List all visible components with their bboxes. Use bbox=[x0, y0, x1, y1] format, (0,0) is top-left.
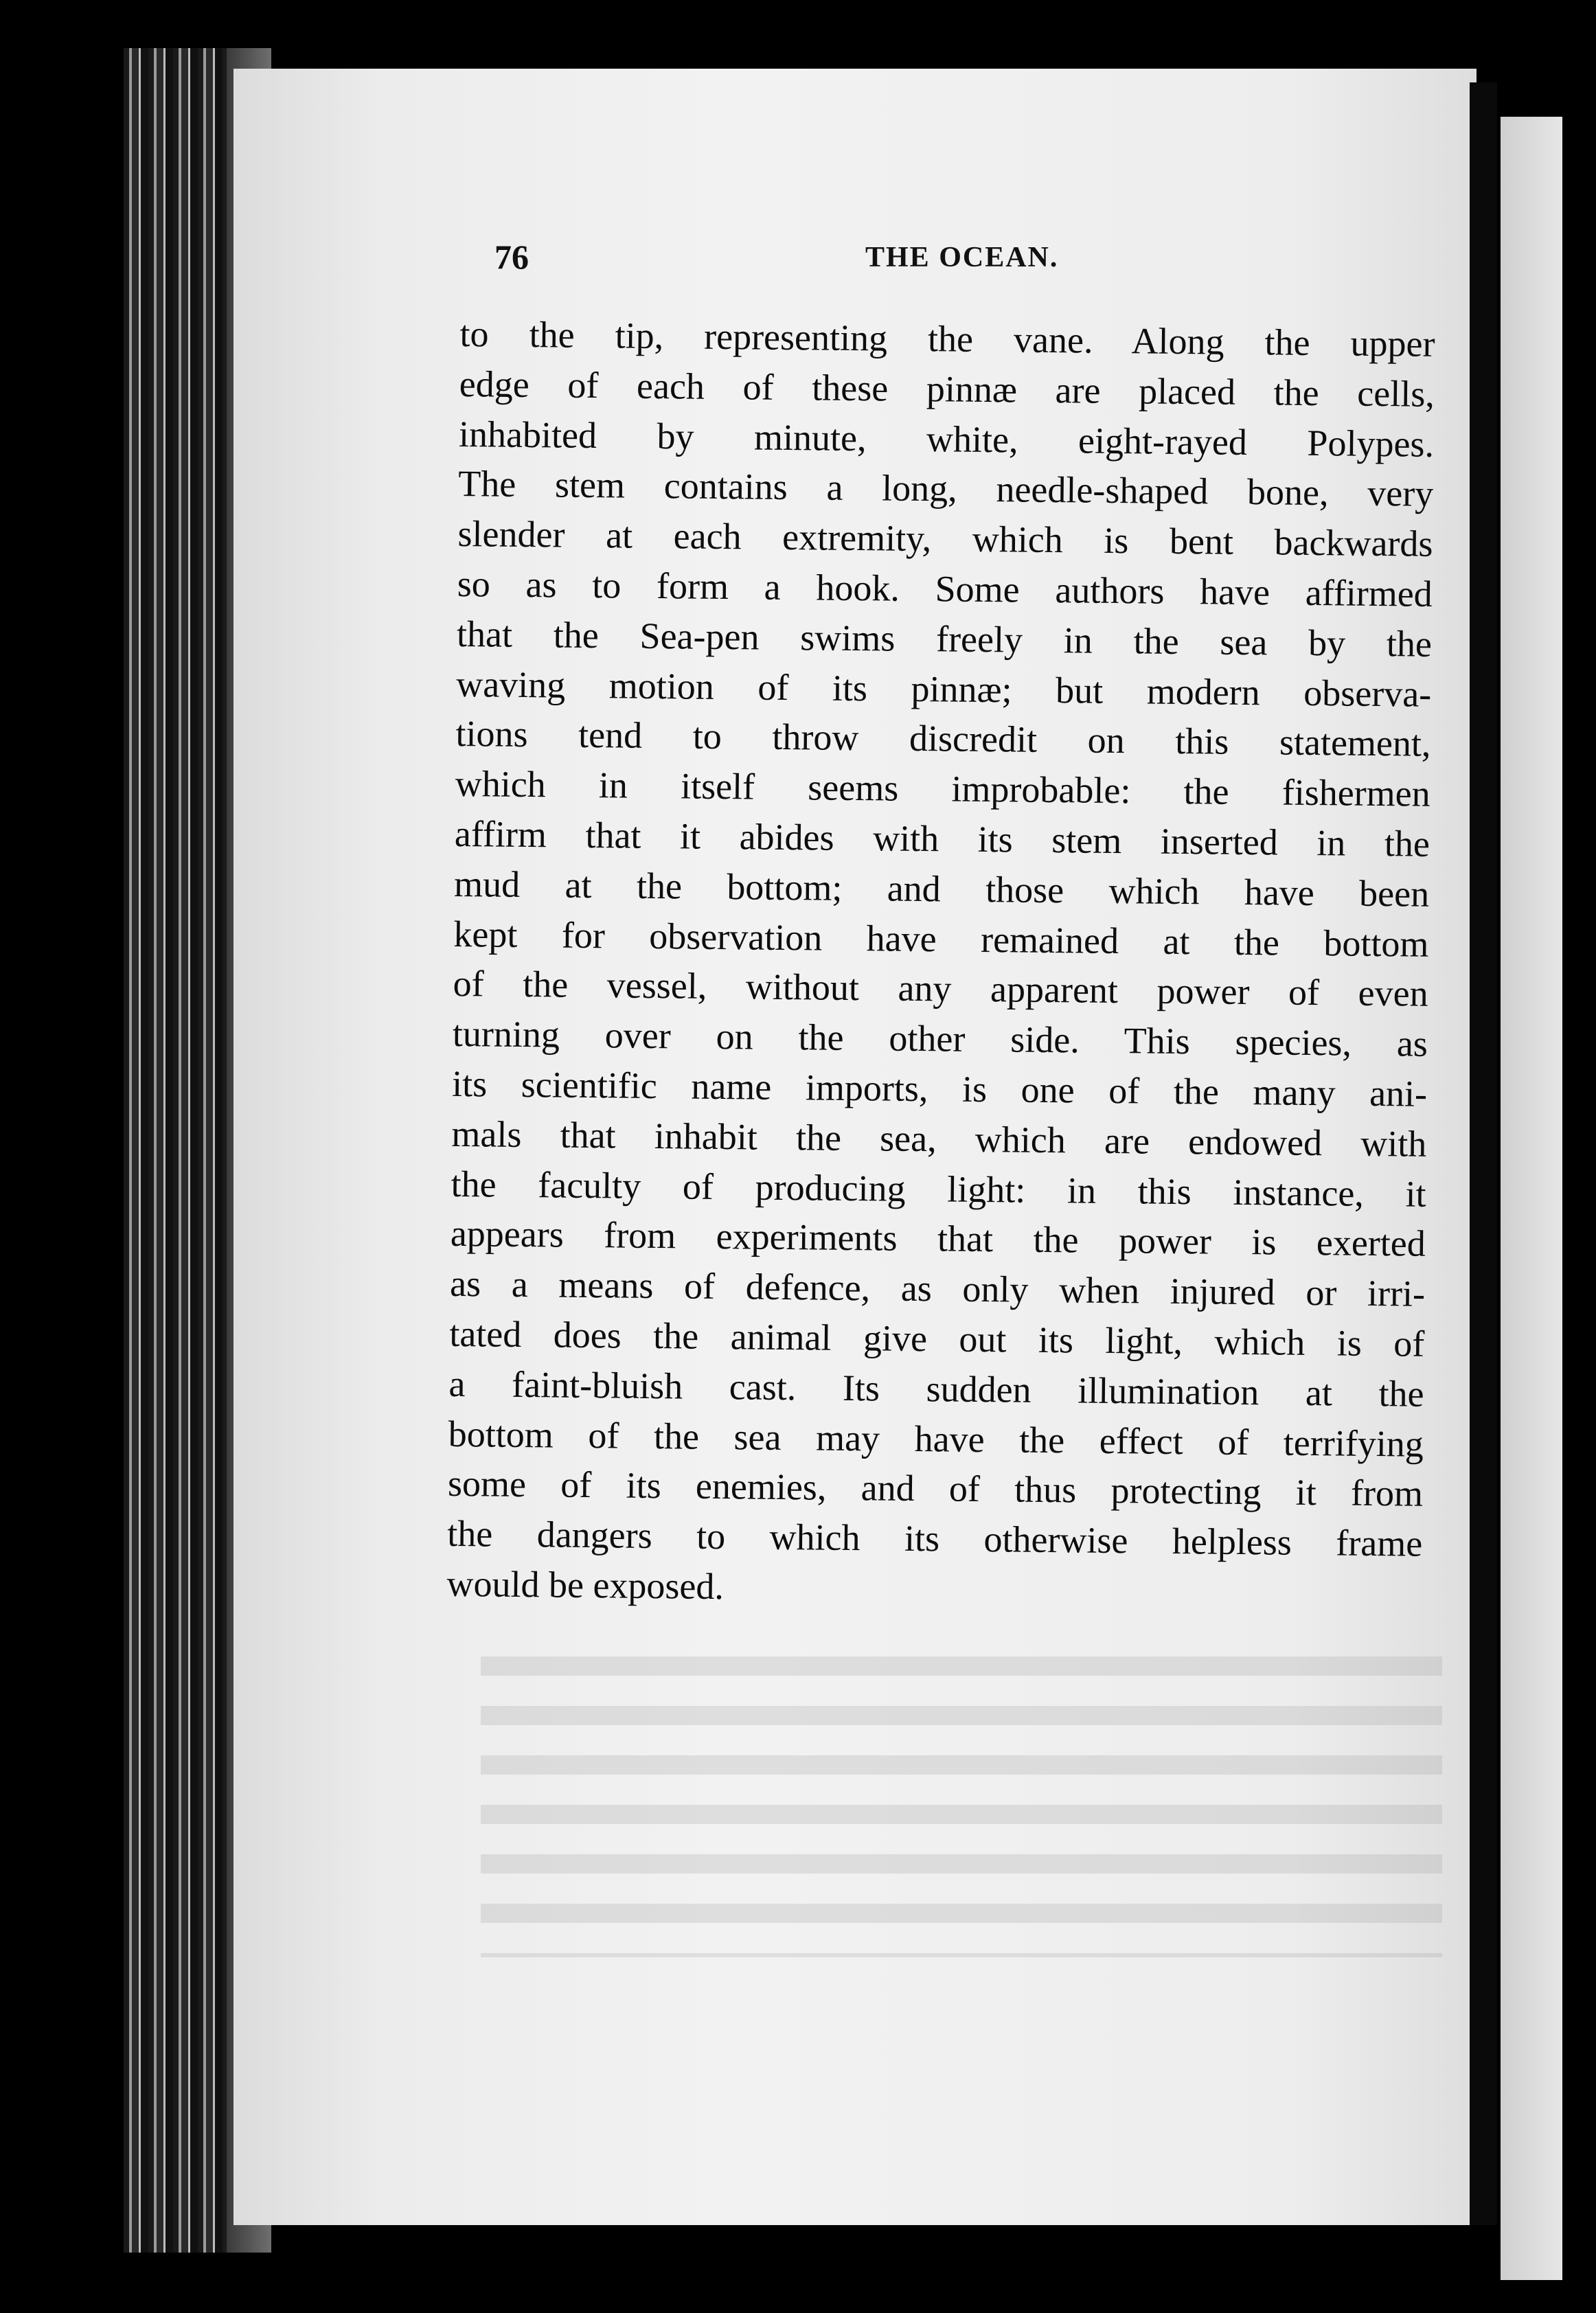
text-line: slender at each extremity, which is bent backwards bbox=[457, 513, 1433, 565]
text-line: kept for observation have remained at the bottom bbox=[453, 913, 1429, 965]
text-line: waving motion of its pinnæ; but modern observa- bbox=[455, 663, 1432, 715]
text-line: as a means of defence, as only when injured or irri- bbox=[449, 1263, 1426, 1314]
text-line: of the vessel, without any apparent power of even bbox=[453, 963, 1428, 1015]
text-line: mals that inhabit the sea, which are endowed with bbox=[451, 1113, 1427, 1165]
adjacent-page-edge bbox=[1501, 117, 1562, 2280]
text-line: so as to form a hook. Some authors have affirmed bbox=[457, 562, 1433, 615]
text-line: inhabited by minute, white, eight-rayed Polypes. bbox=[458, 413, 1435, 465]
text-line: turning over on the other side. This species, as bbox=[452, 1013, 1428, 1064]
text-line: a faint-bluish cast. Its sudden illumination at the bbox=[448, 1363, 1424, 1415]
text-line: appears from experiments that the power is exerted bbox=[450, 1213, 1426, 1265]
text-line: the faculty of producing light: in this instance, it bbox=[451, 1163, 1426, 1215]
body-paragraph bbox=[446, 309, 1435, 1619]
text-line: tated does the animal give out its light, which is of bbox=[449, 1312, 1425, 1365]
bleed-through-text bbox=[481, 1641, 1442, 1957]
page-number: 76 bbox=[494, 238, 529, 276]
text-line: mud at the bottom; and those which have been bbox=[453, 863, 1430, 915]
text-line: the dangers to which its otherwise helpless frame bbox=[447, 1513, 1423, 1564]
text-line: would be exposed. bbox=[446, 1562, 725, 1608]
text-line: its scientific name imports, is one of the many ani- bbox=[451, 1062, 1428, 1115]
text-line: that the Sea-pen swims freely in the sea by the bbox=[456, 613, 1433, 665]
text-line: edge of each of these pinnæ are placed the cells, bbox=[459, 363, 1435, 415]
text-line: to the tip, representing the vane. Along the upper bbox=[459, 312, 1435, 365]
text-line: affirm that it abides with its stem inserted in the bbox=[454, 812, 1430, 865]
gutter-shadow bbox=[1470, 82, 1497, 2225]
text-line: bottom of the sea may have the effect of terrifying bbox=[448, 1413, 1424, 1465]
text-line: some of its enemies, and of thus protecting it from bbox=[447, 1463, 1424, 1515]
text-line: The stem contains a long, needle-shaped bone, very bbox=[458, 463, 1434, 515]
page-header bbox=[494, 237, 1428, 292]
text-line: tions tend to throw discredit on this statement, bbox=[455, 713, 1431, 765]
text-line: which in itself seems improbable: the fishermen bbox=[455, 763, 1430, 815]
running-head: THE OCEAN. bbox=[865, 242, 1059, 273]
